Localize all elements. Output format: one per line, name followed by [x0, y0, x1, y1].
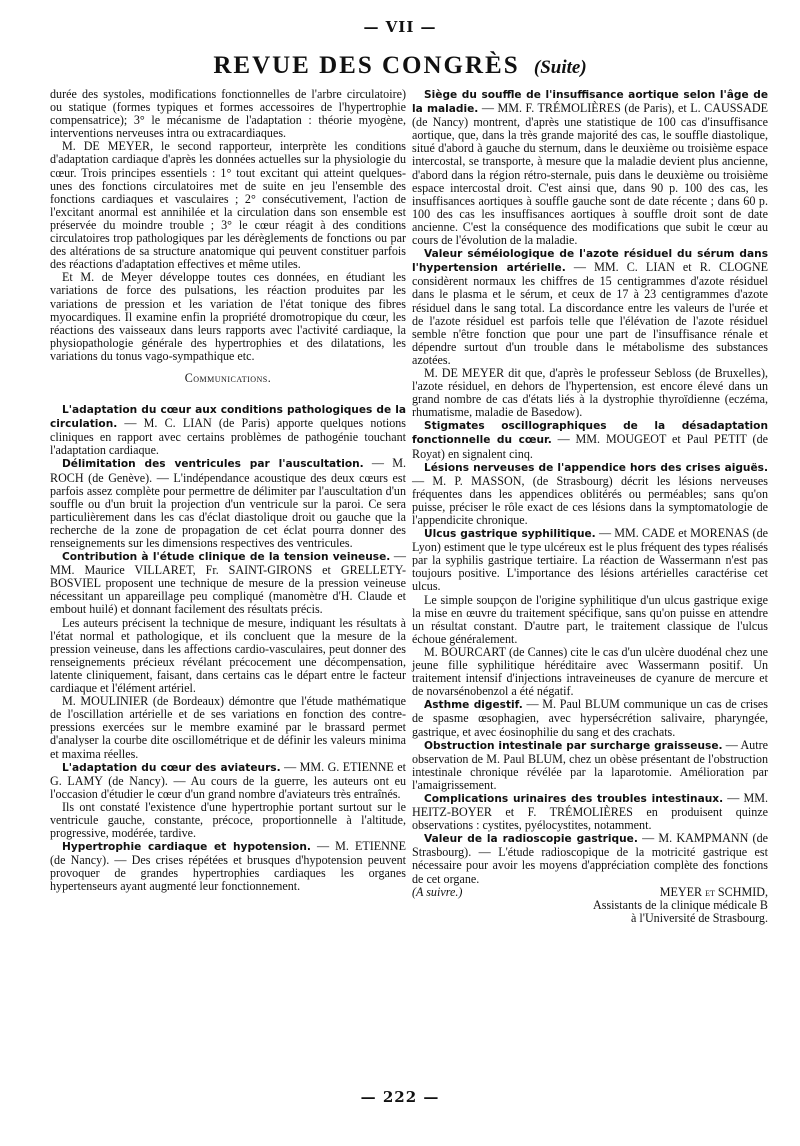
paragraph: M. BOURCART (de Cannes) cite le cas d'un ulcère duodénal chez une jeune fille syphilitique héréditaire avec Wassermann positif. Un traitement intensif d'injections intraveineuses de cyanure de mercure et de novarsénobenzol a été négatif.	[412, 644, 768, 699]
left-column	[50, 88, 406, 894]
entry-heading: Ulcus gastrique syphilitique.	[424, 528, 596, 541]
communication-entry: Asthme digestif. — M. Paul BLUM communique un cas de crises de spasme œsophagien, avec hypersécrétion salivaire, pharyngée, gastrique, et avec éosinophilie du sang et des crachats.	[412, 697, 769, 739]
communication-entry: L'adaptation du cœur aux conditions pathologiques de la circulation. — M. C. LIAN (de Paris) apporte quelques notions cliniques en rapport avec certains problèmes de pathogénie touchant l'adaptation cardiaque.	[50, 404, 406, 458]
communication-entry: Ulcus gastrique syphilitique. — MM. CADE et MORENAS (de Lyon) estiment que le type ulcéreux est le plus fréquent des types réalisés par la syphilis gastrique tertiaire. La réaction de Wassermann n'est pas toujours positive. L'importance des lésions artérielles caractérise cet ulcus.	[412, 526, 768, 594]
paragraph: Ils ont constaté l'existence d'une hypertrophie portant surtout sur le ventricule gauche, constante, précoce, proportionnelle à l'altitude, progressive, modérée, tardive.	[50, 799, 406, 841]
communication-entry: Contribution à l'étude clinique de la tension veineuse. — MM. Maurice VILLARET, Fr. SAINT-GIRONS et GRELLETY-BOSVIEL proposent une technique de mesure de la pression veineuse nécessitant un appareillage peu compliqué (manomètre d'H. Claude et embout huilé) et donnant facilement des résultats précis.	[50, 549, 406, 617]
paragraph: M. DE MEYER dit que, d'après le professeur Sebloss (de Bruxelles), l'azote résiduel, en dehors de l'hypertension, est encore élevé dans un grand nombre de cas d'états liés à la dystrophie thyroïdienne (eczéma, rhumatisme, maladie de Basedow).	[412, 365, 768, 420]
entry-heading: Stigmates oscillographiques de la désadaptation fonctionnelle du cœur.	[412, 420, 768, 447]
title-text: REVUE DES CONGRÈS	[213, 52, 520, 79]
entry-heading: Complications urinaires des troubles intestinaux.	[424, 792, 724, 805]
entry-heading: Délimitation des ventricules par l'auscultation.	[62, 458, 364, 471]
entry-heading: Lésions nerveuses de l'appendice hors des crises aiguës.	[424, 461, 768, 474]
page-number: — 222 —	[360, 1088, 440, 1106]
signature-affiliation-2: à l'Université de Strasbourg.	[631, 910, 768, 925]
paragraph: Les auteurs précisent la technique de mesure, indiquant les résultats à l'état normal et pathologique, et ils concluent que la mesure de la pression veineuse, dans les affections cardio-vasculaires, peut donner des renseignements précieux révélant précocement une décompensation, latente cliniquement, faisant, dans certains cas le départ entre le facteur cardiaque et l'élément artériel.	[50, 615, 406, 696]
title-suite: (Suite)	[533, 57, 587, 78]
paragraph: Et M. de Meyer développe toutes ces données, en étudiant les variations de force des pulsations, les réaction produites par les variations de pression et les variation de l'état tonique des fibres myocardiques. Il examine enfin la propriété dromotropique du cœur, les réactions des vaisseaux dans leurs rapports avec l'activité cardiaque, la physiopathologie générale des hypertrophies et des dilatations, les variations du tonus vago-sympathique etc.	[50, 270, 406, 363]
signature-authors: MEYER et SCHMID,	[659, 884, 768, 899]
communication-entry: Valeur séméiologique de l'azote résiduel du sérum dans l'hypertension artérielle. — MM. C. LIAN et R. CLOGNE considèrent normaux les chiffres de 15 centigrammes d'azote résiduel dans le plasma et le sérum, et ceux de 17 à 23 centigrammes d'azote résiduel dans le sang total. La discordance entre les valeurs de l'urée et de l'azote résiduel est parfois telle que l'élévation de l'azote résiduel semble n'être fonction que pour une part de l'insuffisance rénale et dépendre surtout d'un trouble dans le métabolisme des substances azotées.	[412, 248, 769, 367]
entry-heading: Obstruction intestinale par surcharge graisseuse.	[424, 739, 723, 752]
page-number-roman: — VII —	[363, 18, 437, 36]
right-column	[412, 88, 768, 925]
communication-entry: Stigmates oscillographiques de la désadaptation fonctionnelle du cœur. — MM. MOUGEOT et Paul PETIT (de Royat) en signalent cinq.	[412, 420, 768, 461]
entry-heading: Hypertrophie cardiaque et hypotension.	[62, 841, 311, 854]
communication-entry: Délimitation des ventricules par l'auscultation. — M. ROCH (de Genève). — L'indépendance acoustique des deux cœurs est parfois assez complète pour permettre de délimiter par l'auscultation d'un souffle ou d'un bruit la projection d'un ventricule sur la paroi. Ce sera particulièrement dans les cas d'éclat diastolique droit ou gauche que la recherche de la zone de propagation de cet éclat pourra donner des renseignements sur les dimensions respectives des ventricules.	[50, 456, 406, 550]
communication-entry: Siège du souffle de l'insuffisance aortique selon l'âge de la maladie. — MM. F. TRÉMOLIÈRES (de Paris), et L. CAUSSADE (de Nancy) montrent, d'après une statistique de 100 cas d'insuffisance aortique, que, dans la très grande majorité des cas, le souffle diastolique, situé d'abord à gauche du sternum, dans le deuxième ou troisième espace intercostal, se transporte, à mesure que la maladie devient plus ancienne, d'abord dans la région rétro-sternale, puis dans le deuxième ou troisième espace intercostal droit. C'est ainsi que, dans 90 p. 100 des cas, les insuffisances aortiques à souffle gauche sont de date récente ; dans 60 p. 100 des cas les insuffisances aortiques à souffle droit sont de date ancienne. C'est la conséquence des modifications que subit le cœur au cours de l'évolution de la maladie.	[412, 89, 768, 248]
entry-heading: Siège du souffle de l'insuffisance aortique selon l'âge de la maladie.	[412, 89, 768, 116]
section-heading-communications: Communications.	[184, 370, 272, 385]
paragraph: Le simple soupçon de l'origine syphilitique d'un ulcus gastrique exige la mise en œuvre du traitement spécifique, sans qu'on puisse en attendre un résultat constant. D'autre part, le traitement classique de l'ulcus échoue généralement.	[412, 592, 768, 646]
to-be-continued: (A suivre.)	[412, 884, 463, 899]
page-title	[0, 52, 800, 80]
communication-entry: Complications urinaires des troubles intestinaux. — MM. HEITZ-BOYER et F. TRÉMOLIÈRES en produisent quinze observations : cystites, pyélocystites, notamment.	[412, 790, 768, 833]
communication-entry: Obstruction intestinale par surcharge graisseuse. — Autre observation de M. Paul BLUM, chez un obèse présentant de l'obstruction intestinale chronique révélée par la laparotomie. Amélioration par l'amaigrissement.	[412, 737, 768, 792]
communication-entry: Valeur de la radioscopie gastrique. — M. KAMPMANN (de Strasbourg). — L'étude radioscopique de la motricité gastrique est nécessaire pour avoir les moyens d'appréciation complète des fonctions de cet organe.	[412, 831, 769, 886]
communication-entry: L'adaptation du cœur des aviateurs. — MM. G. ETIENNE et G. LAMY (de Nancy). — Au cours de la guerre, les auteurs ont eu l'occasion d'étudier le cœur d'un grand nombre d'aviateurs très entraînés.	[50, 759, 406, 801]
signature-row	[412, 886, 768, 899]
entry-heading: Valeur séméiologique de l'azote résiduel du sérum dans l'hypertension artérielle.	[412, 248, 768, 275]
communication-entry: Hypertrophie cardiaque et hypotension. — M. ETIENNE (de Nancy). — Des crises répétées et brusques d'hypotension peuvent provoquer de grandes hypertrophies cardiaques les organes hypertenseurs ayant augmenté leur fonctionnement.	[50, 839, 406, 894]
entry-heading: L'adaptation du cœur aux conditions pathologiques de la circulation.	[50, 404, 406, 431]
communication-entry: Lésions nerveuses de l'appendice hors des crises aiguës. — M. P. MASSON, (de Strasbourg) décrit les lésions nerveuses fréquentes dans les appendices oblitérés ou perméables; sans qu'on puisse, préciser le rôle exact de ces lésions dans la symptomatologie de l'appendicite chronique.	[412, 461, 768, 527]
signature-affiliation-1: Assistants de la clinique médicale B	[593, 897, 768, 912]
entry-heading: Asthme digestif.	[424, 699, 523, 712]
paragraph: durée des systoles, modifications fonctionnelles de l'arbre circulatoire) ou statique (formes typiques et formes accessoires de l'hypertrophie compensatrice); 3° le mécanisme de l'adaptation : théorie myogène, interventions nerveuses intra ou extracardiaques.	[50, 87, 406, 141]
entry-heading: Contribution à l'étude clinique de la tension veineuse.	[62, 551, 391, 564]
paragraph: M. DE MEYER, le second rapporteur, interprète les conditions d'adaptation cardiaque d'après les données actuelles sur la physiologie du cœur. Trois principes essentiels : 1° tout excitant qui atteint quelques-unes des fonctions circulatoires met de suite en jeu l'ensemble des fonctions cardiaques et vasculaires ; 2° consécutivement, l'action de l'excitant anormal est annihilée et la circulation dans son ensemble est préservée du moindre trouble ; 3° le cœur réagit à des conditions circulatoires trop pathologiques par les dérèglements de fonctions ou par des altérations de sa structure anatomique qui peuvent constituer parfois des réactions d'adaptation effectives et même utiles.	[50, 139, 406, 272]
entry-heading: Valeur de la radioscopie gastrique.	[424, 833, 638, 846]
paragraph: M. MOULINIER (de Bordeaux) démontre que l'étude mathématique de l'oscillation artérielle et de ses variations en fonction des contre-pressions exercées sur le membre examiné par le brassard permet d'analyser la courbe dite oscillométrique et de définir les valeurs minima et maxima réelles.	[50, 694, 406, 761]
entry-heading: L'adaptation du cœur des aviateurs.	[62, 761, 281, 774]
